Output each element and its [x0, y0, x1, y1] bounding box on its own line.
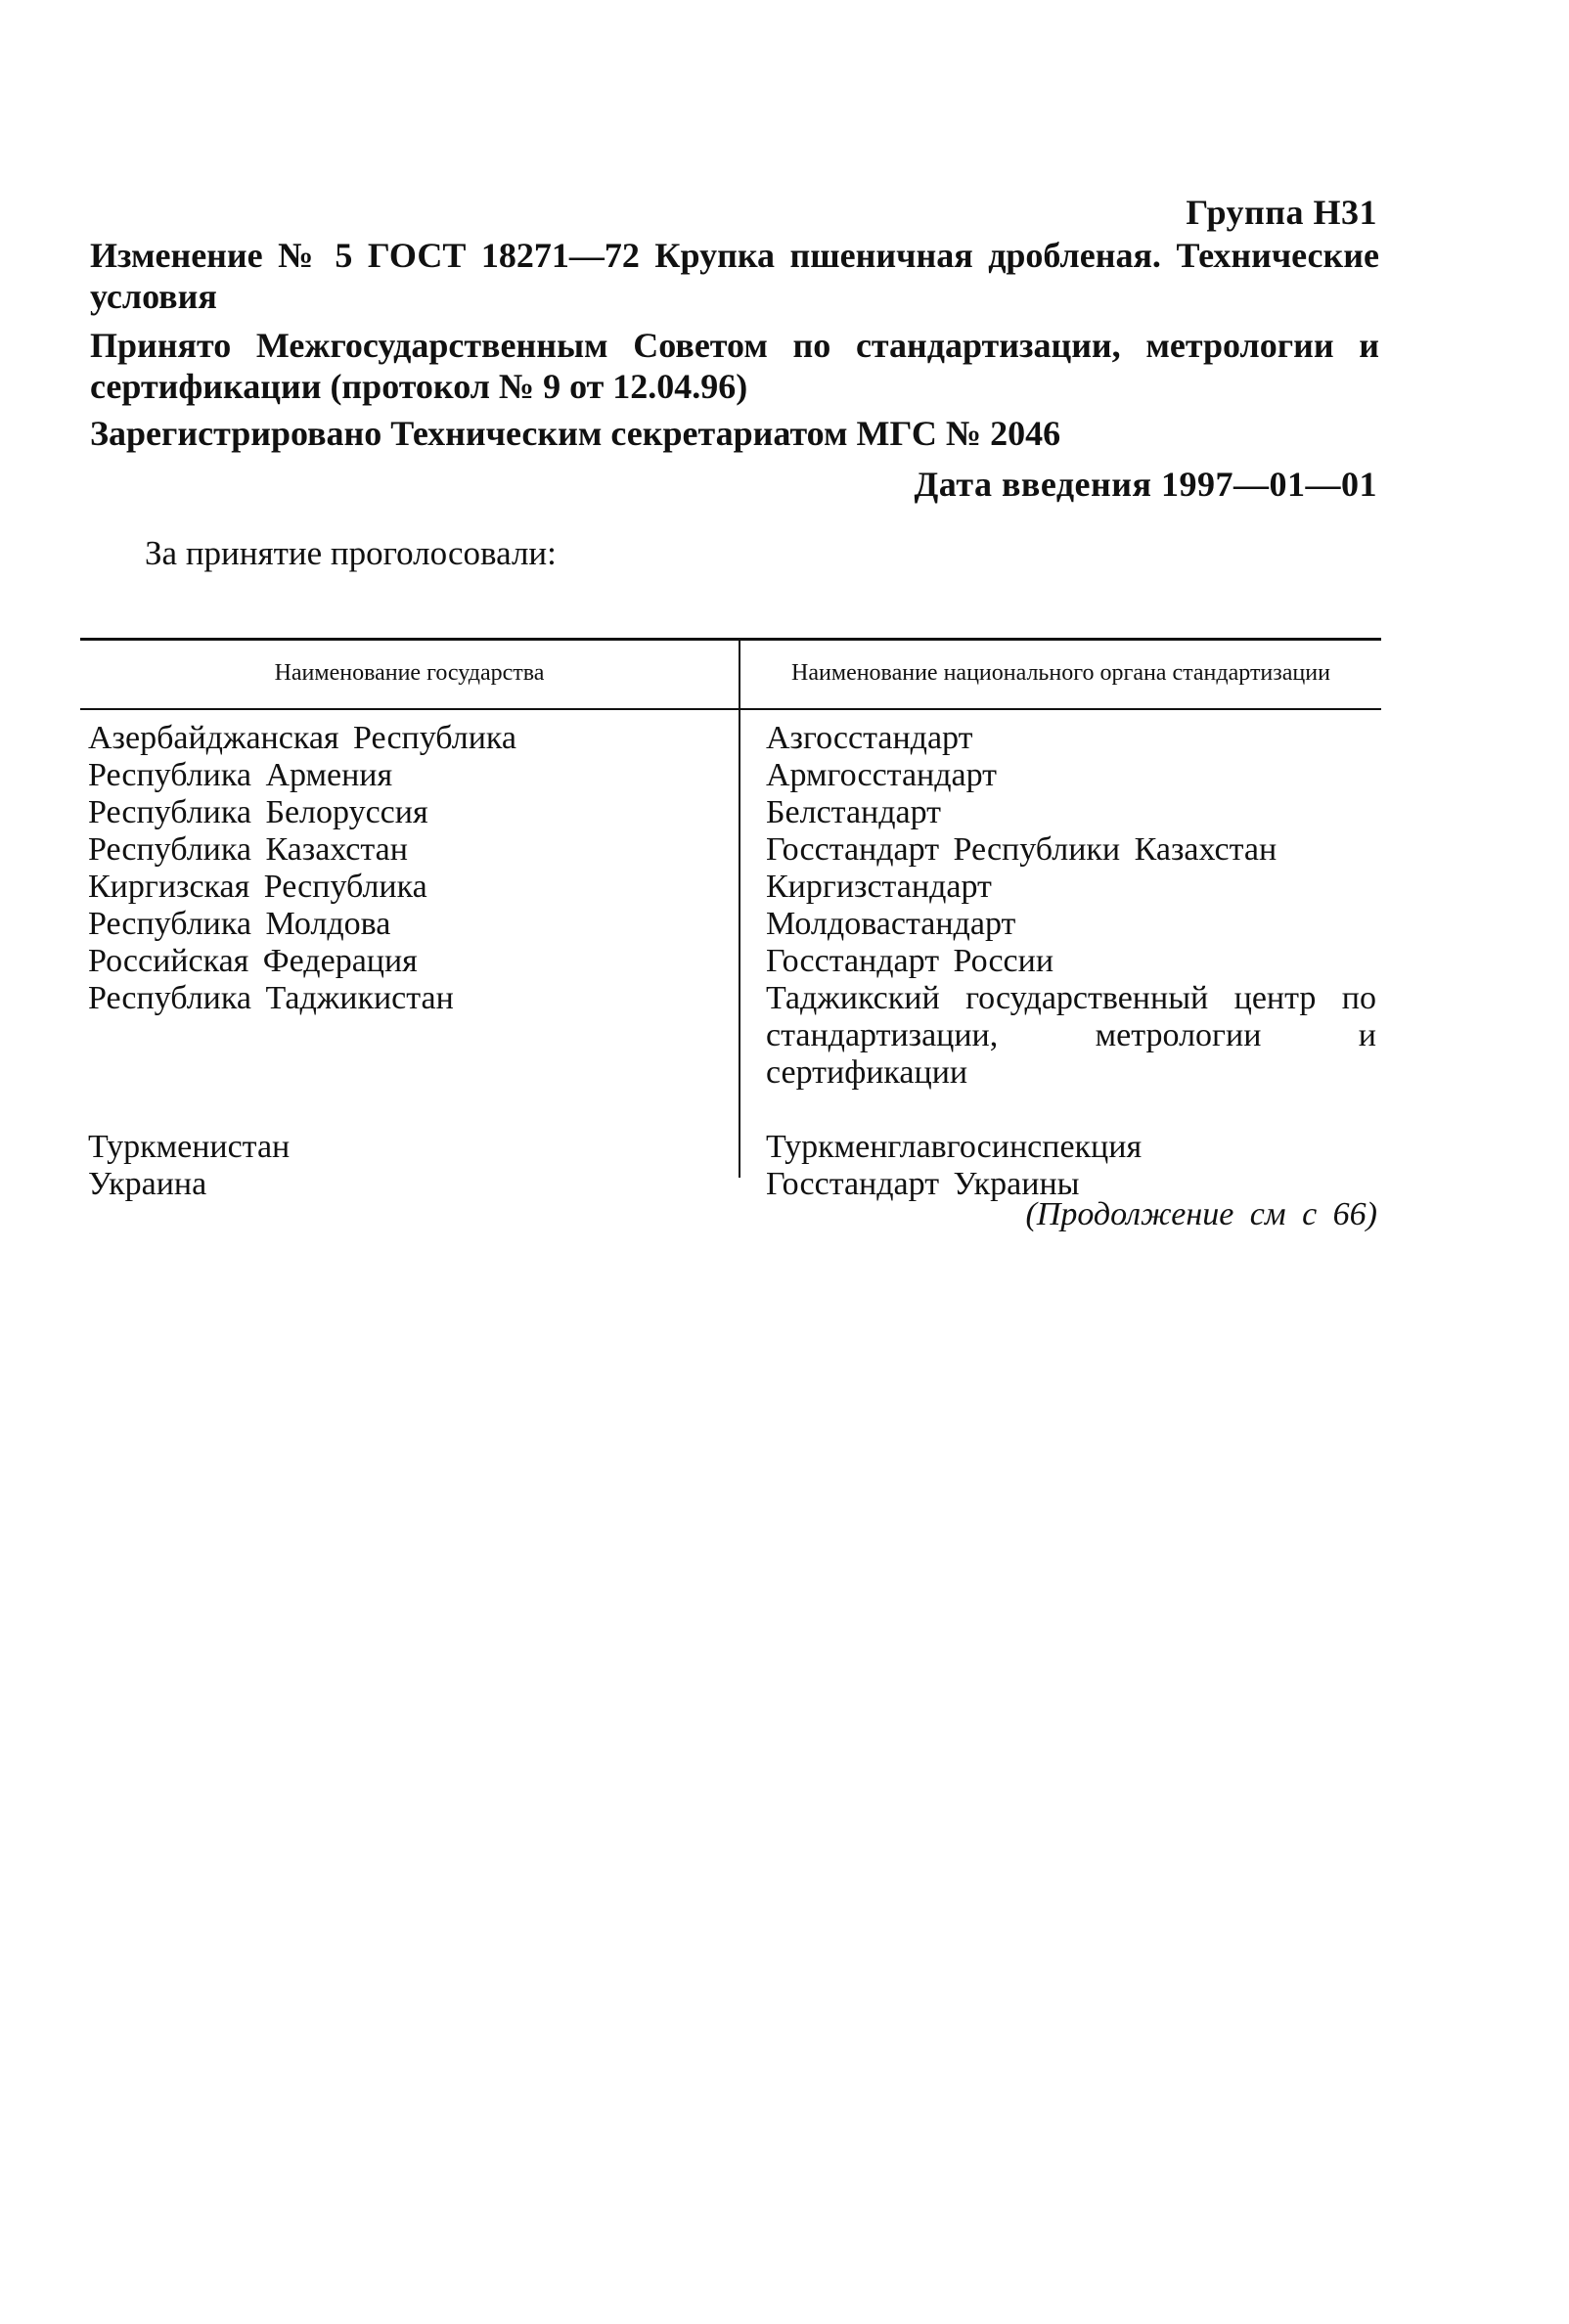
table-row	[80, 980, 1381, 1092]
voted-intro: За принятие проголосовали:	[145, 534, 557, 572]
change-title: Изменение № 5 ГОСТ 18271—72 Крупка пшеничная дробленая. Технические условия	[90, 236, 1379, 316]
registered-by: Зарегистрировано Техническим секретариатом МГС № 2046	[90, 414, 1061, 453]
group-code: Группа Н31	[1186, 193, 1377, 232]
table-header-state: Наименование государства	[274, 660, 545, 686]
state-cell: Киргизская Республика	[88, 869, 427, 905]
table-row	[80, 831, 1381, 869]
national-body-cell: Госстандарт России	[766, 943, 1054, 979]
state-cell: Республика Армения	[88, 757, 393, 793]
national-body-cell: Таджикский государственный центр по стандартизации, метрологии и сертификации	[766, 980, 1376, 1091]
table-row	[80, 869, 1381, 906]
continuation-note: (Продолжение см с 66)	[1025, 1196, 1377, 1232]
table-row	[80, 720, 1381, 757]
state-cell: Азербайджанская Республика	[88, 720, 517, 756]
table-row	[80, 1129, 1381, 1166]
table-row	[80, 757, 1381, 794]
state-cell: Туркменистан	[88, 1129, 291, 1165]
national-body-cell: Армгосстандарт	[766, 757, 998, 793]
national-body-cell: Белстандарт	[766, 794, 942, 830]
table-header-rule	[80, 708, 1381, 710]
state-cell: Республика Казахстан	[88, 831, 408, 868]
state-cell: Республика Белоруссия	[88, 794, 428, 830]
table-row	[80, 906, 1381, 943]
national-body-cell: Туркменглавгосинспекция	[766, 1129, 1143, 1165]
table-header-national-body: Наименование национального органа стандартизации	[791, 660, 1330, 686]
table-row	[80, 794, 1381, 831]
state-cell: Республика Таджикистан	[88, 980, 454, 1016]
national-body-cell: Азгосстандарт	[766, 720, 973, 756]
state-cell: Украина	[88, 1166, 207, 1202]
accepted-by: Принято Межгосударственным Советом по стандартизации, метрологии и сертификации (протокол № 9 от 12.04.96)	[90, 326, 1379, 406]
national-body-cell: Киргизстандарт	[766, 869, 992, 905]
national-body-cell: Госстандарт Республики Казахстан	[766, 831, 1278, 868]
introduction-date: Дата введения 1997—01—01	[914, 465, 1377, 504]
national-body-cell: Госстандарт Украины	[766, 1166, 1080, 1202]
state-cell: Республика Молдова	[88, 906, 391, 942]
table-body	[80, 720, 1381, 1203]
national-body-cell: Молдовастандарт	[766, 906, 1016, 942]
state-cell: Российская Федерация	[88, 943, 418, 979]
table-row	[80, 943, 1381, 980]
